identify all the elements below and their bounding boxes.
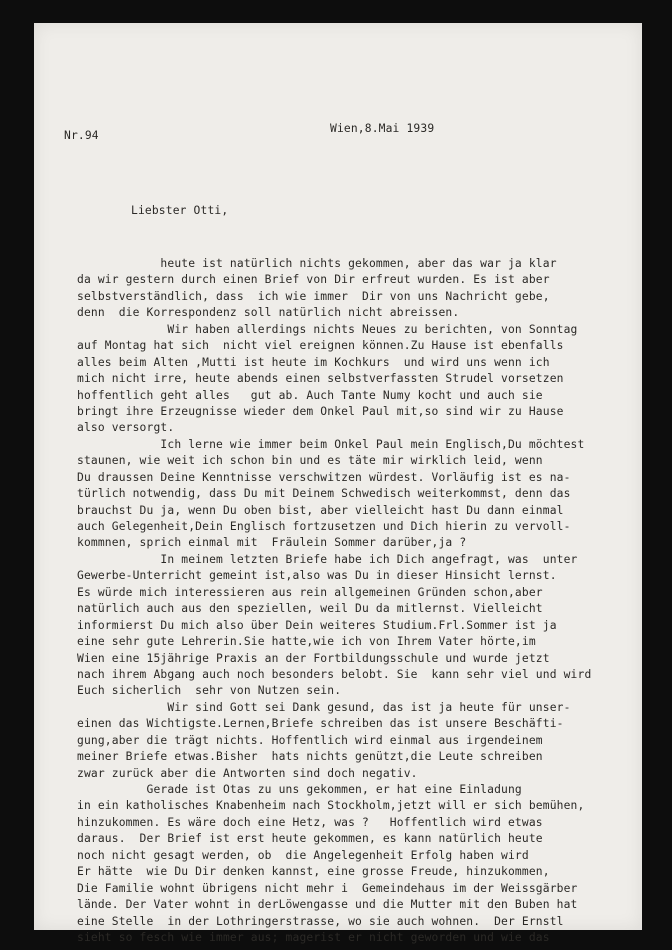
letter-line: Gewerbe-Unterricht gemeint ist,also was Du in dieser Hinsicht lernst. [77,569,557,583]
letter-line: meiner Briefe etwas.Bisher hats nichts genützt,die Leute schreiben [77,750,543,764]
letter-line: Er hätte wie Du Dir denken kannst, eine grosse Freude, hinzukommen, [77,865,550,879]
letter-line: alles beim Alten ,Mutti ist heute im Kochkurs und wird uns wenn ich [77,355,550,369]
letter-page [34,23,642,944]
letter-line: in ein katholisches Knabenheim nach Stockholm,jetzt will er sich bemühen, [77,799,585,813]
letter-line: sieht so fesch wie immer aus; magerist er nicht geworden und wie das [77,930,550,944]
letter-line: bringt ihre Erzeugnisse wieder dem Onkel Paul mit,so sind wir zu Hause [77,404,564,418]
letter-line: Wien eine 15jährige Praxis an der Fortbildungsschule und wurde jetzt [77,651,550,665]
letter-line: nach ihrem Abgang auch noch besonders belobt. Sie kann sehr viel und wird [77,667,592,681]
letter-line: denn die Korrespondenz soll natürlich nicht abreissen. [77,306,460,320]
letter-line: Es würde mich interessieren aus rein allgemeinen Gründen schon,aber [77,585,543,599]
letter-line: noch nicht gesagt werden, ob die Angelegenheit Erfolg haben wird [77,848,529,862]
letter-line: also versorgt. [77,421,175,435]
letter-line: Gerade ist Otas zu uns gekommen, er hat eine Einladung [77,783,522,796]
letter-line: Du draussen Deine Kenntnisse verschwitzen würdest. Vorläufig ist es na- [77,470,571,484]
letter-line: In meinem letzten Briefe habe ich Dich angefragt, was unter [77,552,578,566]
letter-line: türlich notwendig, dass Du mit Deinem Schwedisch weiterkommst, denn das [77,487,571,501]
letter-line: zwar zurück aber die Antworten sind doch negativ. [77,766,418,780]
dateline: Wien,8.Mai 1939 [330,122,435,135]
letter-line: lände. Der Vater wohnt in derLöwengasse und die Mutter mit den Buben hat [77,898,578,912]
letter-line: Wir haben allerdings nichts Neues zu berichten, von Sonntag [77,322,578,336]
letter-line: auf Montag hat sich nicht viel ereignen können.Zu Hause ist ebenfalls [77,339,564,353]
letter-line: da wir gestern durch einen Brief von Dir erfreut wurden. Es ist aber [77,273,550,287]
letter-line: staunen, wie weit ich schon bin und es täte mir wirklich leid, wenn [77,454,543,468]
letter-line: informierst Du mich also über Dein weiteres Studium.Frl.Sommer ist ja [77,618,557,632]
letter-line: kommnen, sprich einmal mit Fräulein Sommer darüber,ja ? [77,536,467,550]
letter-body [77,256,591,946]
letter-line: natürlich auch aus den speziellen, weil Du da mitlernst. Vielleicht [77,602,543,616]
letter-line: auch Gelegenheit,Dein Englisch fortzusetzen und Dich hierin zu vervoll- [77,520,571,533]
letter-line: eine Stelle in der Lothringerstrasse, wo sie auch wohnen. Der Ernstl [77,914,564,928]
letter-line: daraus. Der Brief ist erst heute gekommen, es kann natürlich heute [77,832,543,846]
letter-line: heute ist natürlich nichts gekommen, aber das war ja klar [77,257,557,270]
letter-line: brauchst Du ja, wenn Du oben bist, aber vielleicht hast Du dann einmal [77,503,564,517]
letter-number: Nr.94 [64,129,99,142]
letter-line: Die Familie wohnt übrigens nicht mehr i Gemeindehaus im der Weissgärber [77,881,578,895]
letter-line: mich nicht irre, heute abends einen selbstverfassten Strudel vorsetzen [77,372,564,386]
letter-line: eine sehr gute Lehrerin.Sie hatte,wie ich von Ihrem Vater hörte,im [77,635,536,649]
letter-line: einen das Wichtigste.Lernen,Briefe schreiben das ist unsere Beschäfti- [77,717,564,731]
letter-line: Euch sicherlich sehr von Nutzen sein. [77,684,342,698]
salutation: Liebster Otti, [131,204,229,217]
letter-line: selbstverständlich, dass ich wie immer Dir von uns Nachricht gebe, [77,289,550,303]
letter-line: hoffentlich geht alles gut ab. Auch Tante Numy kocht und auch sie [77,388,543,402]
letter-line: Wir sind Gott sei Dank gesund, das ist ja heute für unser- [77,700,571,714]
letter-line: hinzukommen. Es wäre doch eine Hetz, was ? Hoffentlich wird etwas [77,815,543,829]
letter-line: Ich lerne wie immer beim Onkel Paul mein Englisch,Du möchtest [77,437,585,451]
letter-line: gung,aber die trägt nichts. Hoffentlich wird einmal aus irgendeinem [77,733,543,747]
